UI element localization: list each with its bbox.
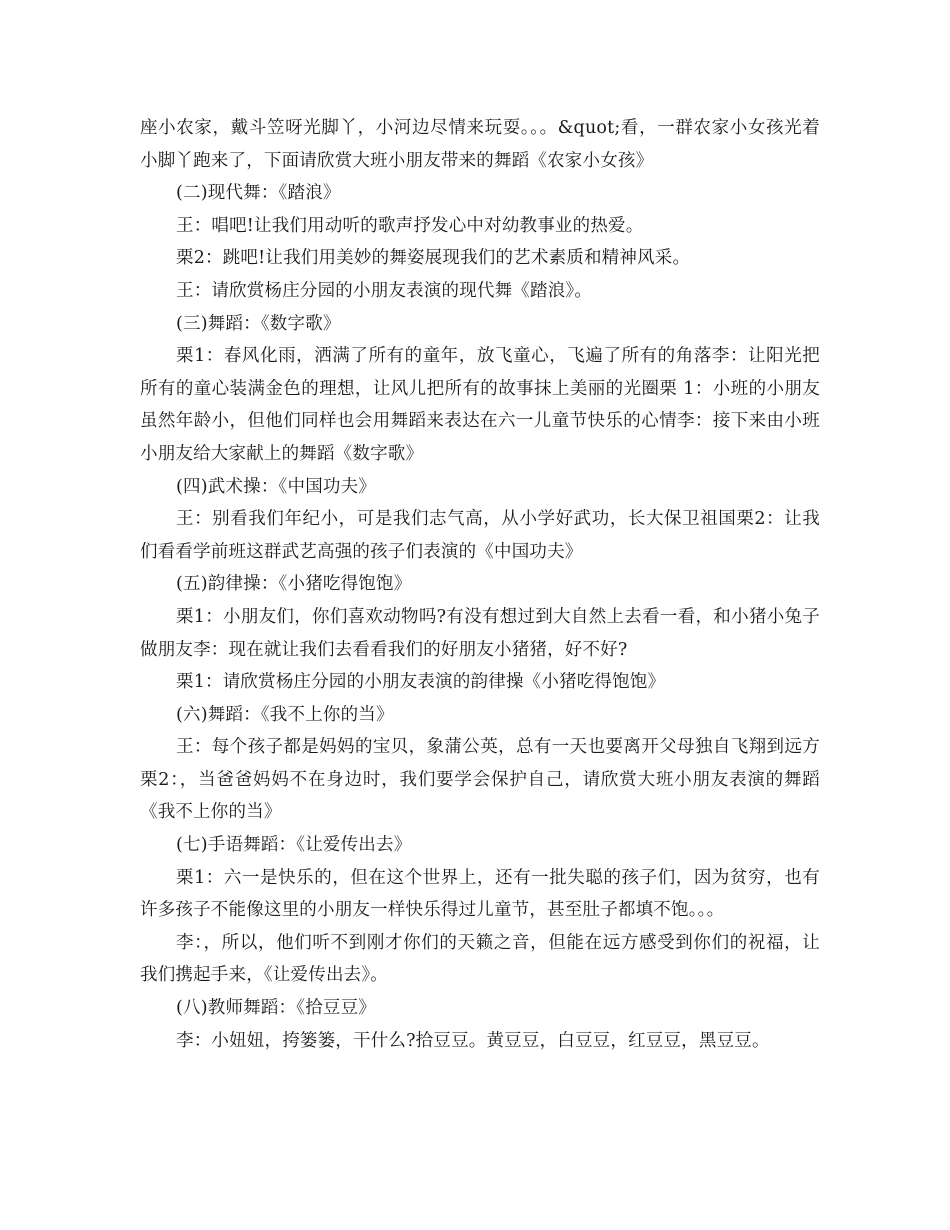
paragraph: 王：请欣赏杨庄分园的小朋友表演的现代舞《踏浪》。 bbox=[176, 280, 593, 301]
paragraph: 栗1：春风化雨，洒满了所有的童年，放飞童心，飞遍了所有的角落李：让阳光把所有的童心装满金色的理想，让风儿把所有的故事抹上美丽的光圈栗 1：小班的小朋友虽然年龄小，但他们同样也会用舞蹈来表达在六一儿童节快乐的心情李：接下来由小班小朋友给大家献上的舞蹈《数字歌》 bbox=[140, 346, 820, 464]
paragraph: 栗2：跳吧!让我们用美妙的舞姿展现我们的艺术素质和精神风采。 bbox=[176, 248, 691, 269]
paragraph: 栗1：小朋友们，你们喜欢动物吗?有没有想过到大自然上去看一看，和小猪小兔子做朋友李：现在就让我们去看看我们的好朋友小猪猪，好不好? bbox=[140, 606, 820, 660]
paragraph: 李：小妞妞，挎篓篓，干什么?拾豆豆。黄豆豆，白豆豆，红豆豆，黑豆豆。 bbox=[176, 1030, 770, 1051]
section-heading: (七)手语舞蹈：《让爱传出去》 bbox=[176, 835, 412, 856]
section-heading: (五)韵律操：《小猪吃得饱饱》 bbox=[176, 574, 412, 595]
paragraph: 王：每个孩子都是妈妈的宝贝，象蒲公英，总有一天也要离开父母独自飞翔到远方栗2：，当爸爸妈妈不在身边时，我们要学会保护自己，请欣赏大班小朋友表演的舞蹈《我不上你的当》 bbox=[140, 737, 820, 823]
paragraph: 王：别看我们年纪小，可是我们志气高，从小学好武功，长大保卫祖国栗2：让我们看看学前班这群武艺高强的孩子们表演的《中国功夫》 bbox=[140, 509, 820, 562]
section-heading: (六)舞蹈：《我不上你的当》 bbox=[176, 704, 394, 725]
document-body bbox=[140, 112, 820, 1057]
paragraph: 栗1：六一是快乐的，但在这个世界上，还有一批失聪的孩子们，因为贫穷，也有许多孩子不能像这里的小朋友一样快乐得过儿童节，甚至肚子都填不饱。。。 bbox=[140, 867, 820, 921]
section-heading: (二)现代舞：《踏浪》 bbox=[176, 183, 341, 204]
section-heading: (三)舞蹈：《数字歌》 bbox=[176, 313, 341, 334]
section-heading: (八)教师舞蹈：《拾豆豆》 bbox=[176, 998, 377, 1019]
paragraph: 王：唱吧!让我们用动听的歌声抒发心中对幼教事业的热爱。 bbox=[176, 215, 644, 236]
paragraph: 座小农家，戴斗笠呀光脚丫，小河边尽情来玩耍。。。&quot;看，一群农家小女孩光着小脚丫跑来了，下面请欣赏大班小朋友带来的舞蹈《农家小女孩》 bbox=[140, 118, 820, 171]
section-heading: (四)武术操：《中国功夫》 bbox=[176, 476, 377, 497]
paragraph: 李：，所以，他们听不到刚才你们的天籁之音，但能在远方感受到你们的祝福，让我们携起手来，《让爱传出去》。 bbox=[140, 932, 820, 986]
paragraph: 栗1：请欣赏杨庄分园的小朋友表演的韵律操《小猪吃得饱饱》 bbox=[176, 672, 666, 693]
